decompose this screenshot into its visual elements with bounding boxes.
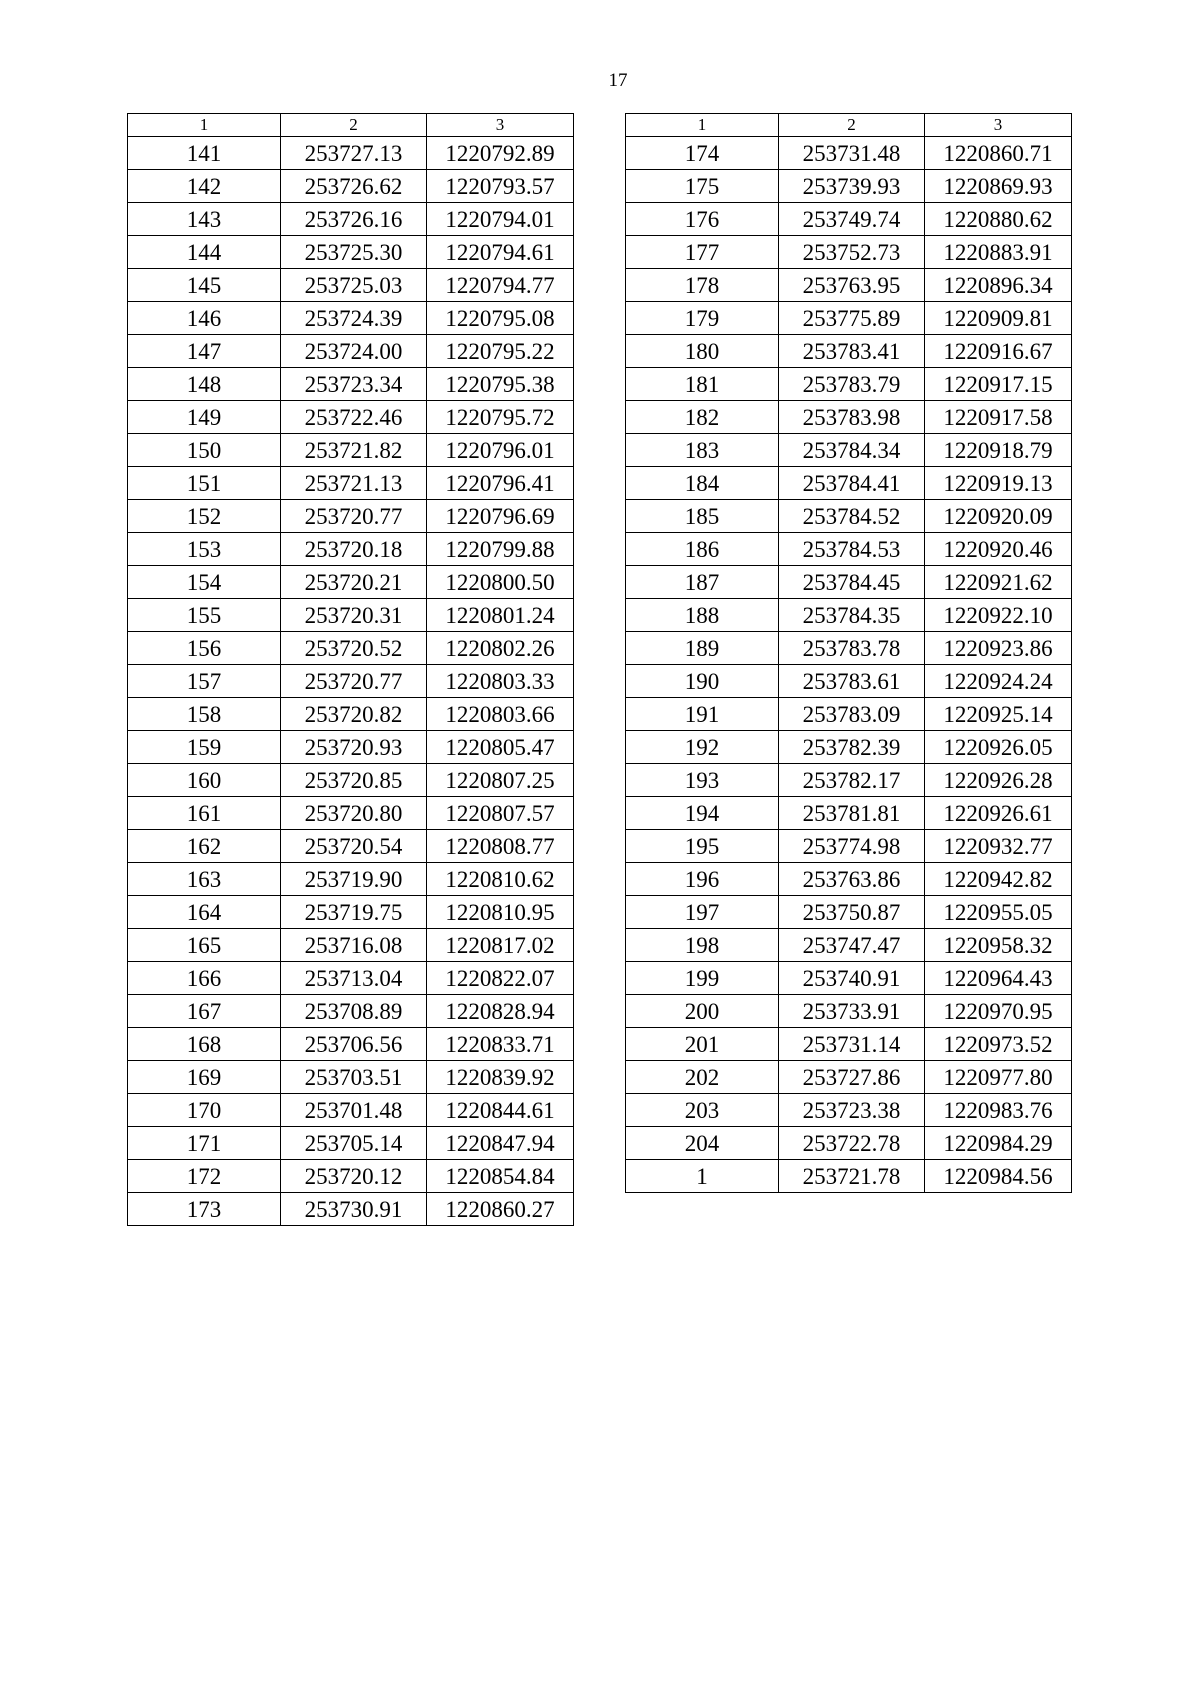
table-row bbox=[626, 863, 1072, 896]
table-row bbox=[128, 137, 574, 170]
y-coordinate-cell: 1220860.71 bbox=[925, 137, 1072, 170]
y-coordinate-cell: 1220942.82 bbox=[925, 863, 1072, 896]
column-header-1: 1 bbox=[128, 114, 281, 137]
point-number-cell: 183 bbox=[626, 434, 779, 467]
table-row bbox=[128, 269, 574, 302]
table-row bbox=[128, 599, 574, 632]
point-number-cell: 195 bbox=[626, 830, 779, 863]
table-row bbox=[128, 302, 574, 335]
x-coordinate-cell: 253727.86 bbox=[779, 1061, 925, 1094]
point-number-cell: 171 bbox=[128, 1127, 281, 1160]
y-coordinate-cell: 1220909.81 bbox=[925, 302, 1072, 335]
y-coordinate-cell: 1220983.76 bbox=[925, 1094, 1072, 1127]
table-row bbox=[128, 830, 574, 863]
column-header-1: 1 bbox=[626, 114, 779, 137]
table-row bbox=[128, 929, 574, 962]
table-row bbox=[128, 434, 574, 467]
y-coordinate-cell: 1220926.28 bbox=[925, 764, 1072, 797]
y-coordinate-cell: 1220799.88 bbox=[427, 533, 574, 566]
table-row bbox=[128, 995, 574, 1028]
point-number-cell: 143 bbox=[128, 203, 281, 236]
table-row bbox=[128, 236, 574, 269]
point-number-cell: 178 bbox=[626, 269, 779, 302]
point-number-cell: 193 bbox=[626, 764, 779, 797]
y-coordinate-cell: 1220860.27 bbox=[427, 1193, 574, 1226]
x-coordinate-cell: 253721.13 bbox=[281, 467, 427, 500]
table-row bbox=[128, 1028, 574, 1061]
x-coordinate-cell: 253713.04 bbox=[281, 962, 427, 995]
x-coordinate-cell: 253781.81 bbox=[779, 797, 925, 830]
point-number-cell: 180 bbox=[626, 335, 779, 368]
table-row bbox=[128, 401, 574, 434]
y-coordinate-cell: 1220925.14 bbox=[925, 698, 1072, 731]
point-number-cell: 170 bbox=[128, 1094, 281, 1127]
x-coordinate-cell: 253703.51 bbox=[281, 1061, 427, 1094]
y-coordinate-cell: 1220801.24 bbox=[427, 599, 574, 632]
point-number-cell: 181 bbox=[626, 368, 779, 401]
point-number-cell: 148 bbox=[128, 368, 281, 401]
table-row bbox=[128, 863, 574, 896]
table-row bbox=[128, 764, 574, 797]
x-coordinate-cell: 253763.95 bbox=[779, 269, 925, 302]
y-coordinate-cell: 1220916.67 bbox=[925, 335, 1072, 368]
point-number-cell: 159 bbox=[128, 731, 281, 764]
y-coordinate-cell: 1220802.26 bbox=[427, 632, 574, 665]
y-coordinate-cell: 1220922.10 bbox=[925, 599, 1072, 632]
x-coordinate-cell: 253775.89 bbox=[779, 302, 925, 335]
y-coordinate-cell: 1220880.62 bbox=[925, 203, 1072, 236]
y-coordinate-cell: 1220955.05 bbox=[925, 896, 1072, 929]
x-coordinate-cell: 253706.56 bbox=[281, 1028, 427, 1061]
column-header-3: 3 bbox=[427, 114, 574, 137]
x-coordinate-cell: 253720.54 bbox=[281, 830, 427, 863]
point-number-cell: 1 bbox=[626, 1160, 779, 1193]
x-coordinate-cell: 253723.34 bbox=[281, 368, 427, 401]
x-coordinate-cell: 253783.79 bbox=[779, 368, 925, 401]
point-number-cell: 184 bbox=[626, 467, 779, 500]
table-row bbox=[626, 929, 1072, 962]
point-number-cell: 154 bbox=[128, 566, 281, 599]
table-row bbox=[128, 632, 574, 665]
y-coordinate-cell: 1220833.71 bbox=[427, 1028, 574, 1061]
table-row bbox=[128, 467, 574, 500]
point-number-cell: 202 bbox=[626, 1061, 779, 1094]
table-row bbox=[626, 500, 1072, 533]
table-row bbox=[626, 731, 1072, 764]
x-coordinate-cell: 253720.52 bbox=[281, 632, 427, 665]
x-coordinate-cell: 253720.80 bbox=[281, 797, 427, 830]
y-coordinate-cell: 1220795.72 bbox=[427, 401, 574, 434]
x-coordinate-cell: 253721.82 bbox=[281, 434, 427, 467]
x-coordinate-cell: 253720.18 bbox=[281, 533, 427, 566]
point-number-cell: 146 bbox=[128, 302, 281, 335]
table-row bbox=[128, 896, 574, 929]
x-coordinate-cell: 253733.91 bbox=[779, 995, 925, 1028]
y-coordinate-cell: 1220973.52 bbox=[925, 1028, 1072, 1061]
point-number-cell: 182 bbox=[626, 401, 779, 434]
table-row bbox=[128, 797, 574, 830]
y-coordinate-cell: 1220803.33 bbox=[427, 665, 574, 698]
point-number-cell: 187 bbox=[626, 566, 779, 599]
y-coordinate-cell: 1220805.47 bbox=[427, 731, 574, 764]
x-coordinate-cell: 253782.17 bbox=[779, 764, 925, 797]
point-number-cell: 160 bbox=[128, 764, 281, 797]
x-coordinate-cell: 253722.78 bbox=[779, 1127, 925, 1160]
table-row bbox=[128, 731, 574, 764]
table-row bbox=[626, 632, 1072, 665]
x-coordinate-cell: 253784.34 bbox=[779, 434, 925, 467]
x-coordinate-cell: 253749.74 bbox=[779, 203, 925, 236]
point-number-cell: 175 bbox=[626, 170, 779, 203]
x-coordinate-cell: 253720.93 bbox=[281, 731, 427, 764]
point-number-cell: 145 bbox=[128, 269, 281, 302]
x-coordinate-cell: 253783.41 bbox=[779, 335, 925, 368]
x-coordinate-cell: 253784.35 bbox=[779, 599, 925, 632]
x-coordinate-cell: 253730.91 bbox=[281, 1193, 427, 1226]
x-coordinate-cell: 253725.03 bbox=[281, 269, 427, 302]
table-row bbox=[626, 665, 1072, 698]
table-row bbox=[626, 236, 1072, 269]
coordinates-table-right bbox=[625, 113, 1072, 1193]
y-coordinate-cell: 1220844.61 bbox=[427, 1094, 574, 1127]
point-number-cell: 204 bbox=[626, 1127, 779, 1160]
y-coordinate-cell: 1220958.32 bbox=[925, 929, 1072, 962]
x-coordinate-cell: 253731.14 bbox=[779, 1028, 925, 1061]
point-number-cell: 163 bbox=[128, 863, 281, 896]
x-coordinate-cell: 253724.00 bbox=[281, 335, 427, 368]
table-row bbox=[128, 368, 574, 401]
table-row bbox=[626, 434, 1072, 467]
table-row bbox=[626, 467, 1072, 500]
point-number-cell: 189 bbox=[626, 632, 779, 665]
y-coordinate-cell: 1220970.95 bbox=[925, 995, 1072, 1028]
column-header-2: 2 bbox=[281, 114, 427, 137]
table-row bbox=[626, 533, 1072, 566]
point-number-cell: 153 bbox=[128, 533, 281, 566]
x-coordinate-cell: 253726.16 bbox=[281, 203, 427, 236]
y-coordinate-cell: 1220822.07 bbox=[427, 962, 574, 995]
y-coordinate-cell: 1220917.15 bbox=[925, 368, 1072, 401]
header-row bbox=[128, 114, 574, 137]
table-row bbox=[626, 203, 1072, 236]
y-coordinate-cell: 1220807.25 bbox=[427, 764, 574, 797]
table-row bbox=[626, 830, 1072, 863]
x-coordinate-cell: 253716.08 bbox=[281, 929, 427, 962]
x-coordinate-cell: 253784.41 bbox=[779, 467, 925, 500]
table-row bbox=[128, 698, 574, 731]
point-number-cell: 179 bbox=[626, 302, 779, 335]
table-row bbox=[626, 137, 1072, 170]
x-coordinate-cell: 253763.86 bbox=[779, 863, 925, 896]
table-row bbox=[626, 302, 1072, 335]
x-coordinate-cell: 253740.91 bbox=[779, 962, 925, 995]
point-number-cell: 157 bbox=[128, 665, 281, 698]
y-coordinate-cell: 1220984.29 bbox=[925, 1127, 1072, 1160]
y-coordinate-cell: 1220794.61 bbox=[427, 236, 574, 269]
table-row bbox=[626, 797, 1072, 830]
y-coordinate-cell: 1220919.13 bbox=[925, 467, 1072, 500]
x-coordinate-cell: 253720.77 bbox=[281, 500, 427, 533]
y-coordinate-cell: 1220926.61 bbox=[925, 797, 1072, 830]
y-coordinate-cell: 1220810.62 bbox=[427, 863, 574, 896]
x-coordinate-cell: 253783.09 bbox=[779, 698, 925, 731]
point-number-cell: 161 bbox=[128, 797, 281, 830]
y-coordinate-cell: 1220964.43 bbox=[925, 962, 1072, 995]
point-number-cell: 190 bbox=[626, 665, 779, 698]
point-number-cell: 186 bbox=[626, 533, 779, 566]
point-number-cell: 200 bbox=[626, 995, 779, 1028]
x-coordinate-cell: 253783.98 bbox=[779, 401, 925, 434]
point-number-cell: 169 bbox=[128, 1061, 281, 1094]
point-number-cell: 164 bbox=[128, 896, 281, 929]
x-coordinate-cell: 253723.38 bbox=[779, 1094, 925, 1127]
table-row bbox=[128, 203, 574, 236]
x-coordinate-cell: 253747.47 bbox=[779, 929, 925, 962]
y-coordinate-cell: 1220917.58 bbox=[925, 401, 1072, 434]
table-row bbox=[128, 1094, 574, 1127]
y-coordinate-cell: 1220920.09 bbox=[925, 500, 1072, 533]
table-row bbox=[626, 698, 1072, 731]
y-coordinate-cell: 1220817.02 bbox=[427, 929, 574, 962]
y-coordinate-cell: 1220924.24 bbox=[925, 665, 1072, 698]
point-number-cell: 203 bbox=[626, 1094, 779, 1127]
table-row bbox=[626, 1061, 1072, 1094]
y-coordinate-cell: 1220839.92 bbox=[427, 1061, 574, 1094]
y-coordinate-cell: 1220796.41 bbox=[427, 467, 574, 500]
table-row bbox=[626, 170, 1072, 203]
y-coordinate-cell: 1220869.93 bbox=[925, 170, 1072, 203]
x-coordinate-cell: 253782.39 bbox=[779, 731, 925, 764]
x-coordinate-cell: 253719.75 bbox=[281, 896, 427, 929]
point-number-cell: 185 bbox=[626, 500, 779, 533]
point-number-cell: 166 bbox=[128, 962, 281, 995]
x-coordinate-cell: 253739.93 bbox=[779, 170, 925, 203]
x-coordinate-cell: 253774.98 bbox=[779, 830, 925, 863]
x-coordinate-cell: 253752.73 bbox=[779, 236, 925, 269]
table-row bbox=[128, 500, 574, 533]
table-row bbox=[626, 896, 1072, 929]
y-coordinate-cell: 1220794.77 bbox=[427, 269, 574, 302]
point-number-cell: 147 bbox=[128, 335, 281, 368]
table-row bbox=[626, 401, 1072, 434]
y-coordinate-cell: 1220803.66 bbox=[427, 698, 574, 731]
x-coordinate-cell: 253705.14 bbox=[281, 1127, 427, 1160]
y-coordinate-cell: 1220796.01 bbox=[427, 434, 574, 467]
column-header-2: 2 bbox=[779, 114, 925, 137]
y-coordinate-cell: 1220926.05 bbox=[925, 731, 1072, 764]
point-number-cell: 156 bbox=[128, 632, 281, 665]
x-coordinate-cell: 253719.90 bbox=[281, 863, 427, 896]
y-coordinate-cell: 1220883.91 bbox=[925, 236, 1072, 269]
table-row bbox=[626, 335, 1072, 368]
x-coordinate-cell: 253724.39 bbox=[281, 302, 427, 335]
y-coordinate-cell: 1220932.77 bbox=[925, 830, 1072, 863]
y-coordinate-cell: 1220921.62 bbox=[925, 566, 1072, 599]
point-number-cell: 177 bbox=[626, 236, 779, 269]
point-number-cell: 188 bbox=[626, 599, 779, 632]
point-number-cell: 141 bbox=[128, 137, 281, 170]
table-row bbox=[626, 566, 1072, 599]
table-row bbox=[128, 566, 574, 599]
point-number-cell: 144 bbox=[128, 236, 281, 269]
point-number-cell: 142 bbox=[128, 170, 281, 203]
point-number-cell: 199 bbox=[626, 962, 779, 995]
table-row bbox=[626, 269, 1072, 302]
x-coordinate-cell: 253701.48 bbox=[281, 1094, 427, 1127]
table-row bbox=[626, 995, 1072, 1028]
point-number-cell: 194 bbox=[626, 797, 779, 830]
x-coordinate-cell: 253783.61 bbox=[779, 665, 925, 698]
x-coordinate-cell: 253720.82 bbox=[281, 698, 427, 731]
y-coordinate-cell: 1220847.94 bbox=[427, 1127, 574, 1160]
x-coordinate-cell: 253722.46 bbox=[281, 401, 427, 434]
point-number-cell: 191 bbox=[626, 698, 779, 731]
table-row bbox=[626, 1028, 1072, 1061]
x-coordinate-cell: 253720.21 bbox=[281, 566, 427, 599]
point-number-cell: 165 bbox=[128, 929, 281, 962]
table-row bbox=[626, 962, 1072, 995]
y-coordinate-cell: 1220920.46 bbox=[925, 533, 1072, 566]
point-number-cell: 173 bbox=[128, 1193, 281, 1226]
x-coordinate-cell: 253708.89 bbox=[281, 995, 427, 1028]
point-number-cell: 158 bbox=[128, 698, 281, 731]
x-coordinate-cell: 253726.62 bbox=[281, 170, 427, 203]
point-number-cell: 198 bbox=[626, 929, 779, 962]
table-row bbox=[128, 1193, 574, 1226]
point-number-cell: 155 bbox=[128, 599, 281, 632]
point-number-cell: 162 bbox=[128, 830, 281, 863]
point-number-cell: 192 bbox=[626, 731, 779, 764]
y-coordinate-cell: 1220800.50 bbox=[427, 566, 574, 599]
point-number-cell: 150 bbox=[128, 434, 281, 467]
table-row bbox=[128, 170, 574, 203]
table-row bbox=[128, 665, 574, 698]
x-coordinate-cell: 253731.48 bbox=[779, 137, 925, 170]
y-coordinate-cell: 1220810.95 bbox=[427, 896, 574, 929]
x-coordinate-cell: 253784.45 bbox=[779, 566, 925, 599]
table-row bbox=[626, 1160, 1072, 1193]
x-coordinate-cell: 253784.53 bbox=[779, 533, 925, 566]
y-coordinate-cell: 1220795.22 bbox=[427, 335, 574, 368]
point-number-cell: 196 bbox=[626, 863, 779, 896]
y-coordinate-cell: 1220984.56 bbox=[925, 1160, 1072, 1193]
x-coordinate-cell: 253721.78 bbox=[779, 1160, 925, 1193]
table-row bbox=[626, 1127, 1072, 1160]
y-coordinate-cell: 1220977.80 bbox=[925, 1061, 1072, 1094]
point-number-cell: 172 bbox=[128, 1160, 281, 1193]
x-coordinate-cell: 253720.12 bbox=[281, 1160, 427, 1193]
point-number-cell: 167 bbox=[128, 995, 281, 1028]
header-row bbox=[626, 114, 1072, 137]
y-coordinate-cell: 1220923.86 bbox=[925, 632, 1072, 665]
table-row bbox=[626, 764, 1072, 797]
point-number-cell: 149 bbox=[128, 401, 281, 434]
y-coordinate-cell: 1220807.57 bbox=[427, 797, 574, 830]
y-coordinate-cell: 1220795.08 bbox=[427, 302, 574, 335]
point-number-cell: 174 bbox=[626, 137, 779, 170]
table-row bbox=[128, 962, 574, 995]
point-number-cell: 176 bbox=[626, 203, 779, 236]
x-coordinate-cell: 253727.13 bbox=[281, 137, 427, 170]
x-coordinate-cell: 253784.52 bbox=[779, 500, 925, 533]
table-row bbox=[626, 368, 1072, 401]
table-row bbox=[128, 1061, 574, 1094]
y-coordinate-cell: 1220796.69 bbox=[427, 500, 574, 533]
y-coordinate-cell: 1220794.01 bbox=[427, 203, 574, 236]
column-header-3: 3 bbox=[925, 114, 1072, 137]
y-coordinate-cell: 1220918.79 bbox=[925, 434, 1072, 467]
y-coordinate-cell: 1220793.57 bbox=[427, 170, 574, 203]
x-coordinate-cell: 253720.85 bbox=[281, 764, 427, 797]
point-number-cell: 152 bbox=[128, 500, 281, 533]
point-number-cell: 197 bbox=[626, 896, 779, 929]
x-coordinate-cell: 253750.87 bbox=[779, 896, 925, 929]
x-coordinate-cell: 253725.30 bbox=[281, 236, 427, 269]
point-number-cell: 201 bbox=[626, 1028, 779, 1061]
x-coordinate-cell: 253720.31 bbox=[281, 599, 427, 632]
point-number-cell: 151 bbox=[128, 467, 281, 500]
table-row bbox=[128, 1160, 574, 1193]
y-coordinate-cell: 1220828.94 bbox=[427, 995, 574, 1028]
y-coordinate-cell: 1220896.34 bbox=[925, 269, 1072, 302]
point-number-cell: 168 bbox=[128, 1028, 281, 1061]
table-row bbox=[128, 335, 574, 368]
y-coordinate-cell: 1220854.84 bbox=[427, 1160, 574, 1193]
table-row bbox=[128, 1127, 574, 1160]
table-row bbox=[626, 599, 1072, 632]
y-coordinate-cell: 1220808.77 bbox=[427, 830, 574, 863]
coordinates-table-left bbox=[127, 113, 574, 1226]
page-number: 17 bbox=[608, 70, 628, 91]
table-row bbox=[626, 1094, 1072, 1127]
x-coordinate-cell: 253720.77 bbox=[281, 665, 427, 698]
table-row bbox=[128, 533, 574, 566]
x-coordinate-cell: 253783.78 bbox=[779, 632, 925, 665]
y-coordinate-cell: 1220792.89 bbox=[427, 137, 574, 170]
y-coordinate-cell: 1220795.38 bbox=[427, 368, 574, 401]
